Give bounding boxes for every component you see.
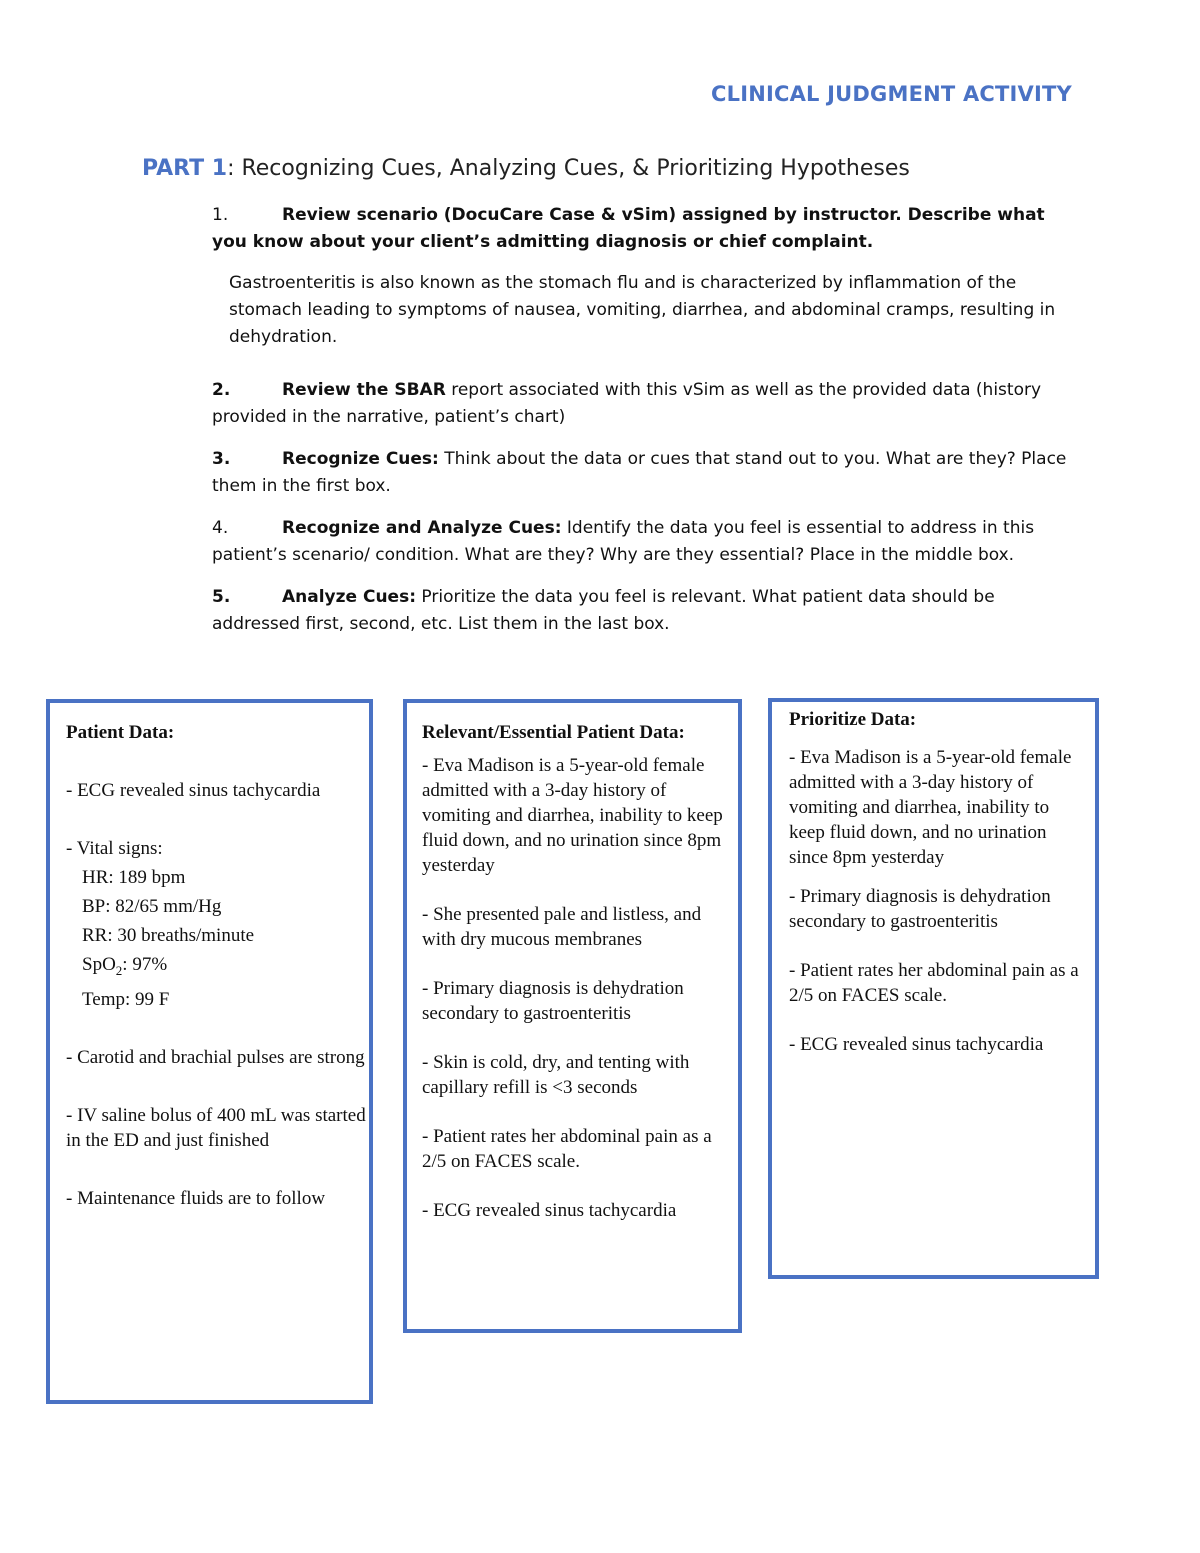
- relevant-item: - She presented pale and listless, and with dry mucous membranes: [422, 904, 702, 950]
- vital-rr: RR: 30 breaths/minute: [82, 925, 255, 946]
- item-text: Identify the data you feel is essential to address in this patient’s scenario/ condition. What are they? Why are they essential? Place in the middle box.: [212, 518, 1035, 565]
- item-number: 2.: [212, 380, 231, 400]
- relevant-data-box: [403, 699, 742, 1333]
- item-text: report associated with this vSim as well as the provided data (history provided in the narrative, patient’s chart): [212, 380, 1042, 427]
- box-title: Patient Data:: [66, 722, 175, 743]
- item-number: 1.: [212, 205, 229, 225]
- item-text: Prioritize the data you feel is relevant. What patient data should be addressed first, second, etc. List them in the last box.: [212, 587, 995, 634]
- patient-iv: - IV saline bolus of 400 mL was started in the ED and just finished: [66, 1104, 366, 1151]
- relevant-item: - Patient rates her abdominal pain as a 2/5 on FACES scale.: [422, 1126, 712, 1172]
- prioritize-item: - Patient rates her abdominal pain as a 2/5 on FACES scale.: [789, 960, 1079, 1006]
- instruction-item-3: [212, 446, 1072, 500]
- spo2-subscript: 2: [115, 962, 123, 978]
- instruction-item-2: [212, 377, 1072, 431]
- patient-data-box: [46, 699, 373, 1404]
- item-bold-text: Recognize and Analyze Cues:: [282, 518, 562, 538]
- prioritize-item: - ECG revealed sinus tachycardia: [789, 1034, 1044, 1055]
- box-title: Relevant/Essential Patient Data:: [422, 722, 685, 743]
- instruction-item-4: [212, 515, 1072, 569]
- patient-pulses: - Carotid and brachial pulses are strong: [66, 1046, 365, 1068]
- relevant-item: - Primary diagnosis is dehydration secondary to gastroenteritis: [422, 978, 684, 1024]
- part-heading: [142, 156, 910, 181]
- item-bold-text: Review the SBAR: [282, 380, 446, 400]
- relevant-item: - Skin is cold, dry, and tenting with capillary refill is <3 seconds: [422, 1052, 690, 1098]
- spo2-value: : 97%: [122, 954, 168, 975]
- item-text: Think about the data or cues that stand out to you. What are they? Place them in the first box.: [212, 449, 1067, 496]
- item-number: 3.: [212, 449, 231, 469]
- instruction-item-5: [212, 584, 1072, 638]
- vital-hr: HR: 189 bpm: [82, 867, 186, 888]
- prioritize-item: - Primary diagnosis is dehydration secondary to gastroenteritis: [789, 886, 1051, 932]
- part-title: : Recognizing Cues, Analyzing Cues, & Prioritizing Hypotheses: [227, 156, 910, 181]
- item-bold-text: Recognize Cues:: [282, 449, 439, 469]
- item-number: 5.: [212, 587, 231, 607]
- item-bold-text: Review scenario (DocuCare Case & vSim) assigned by instructor. Describe what you know about your client’s admitting diagnosis or chief complaint.: [212, 205, 1045, 252]
- document-header-title: CLINICAL JUDGMENT ACTIVITY: [711, 82, 1072, 106]
- answer-1-text: Gastroenteritis is also known as the stomach flu and is characterized by inflammation of the stomach leading to symptoms of nausea, vomiting, diarrhea, and abdominal cramps, resulting in dehydration.: [229, 273, 1056, 347]
- relevant-item: - Eva Madison is a 5-year-old female admitted with a 3-day history of vomiting and diarrhea, inability to keep fluid down, and no urination since 8pm yesterday: [422, 755, 723, 876]
- box-title: Prioritize Data:: [789, 709, 917, 730]
- vital-spo2: [66, 952, 369, 983]
- item-bold-text: Analyze Cues:: [282, 587, 417, 607]
- patient-maintenance: - Maintenance fluids are to follow: [66, 1187, 326, 1209]
- spo2-prefix: SpO: [82, 954, 116, 975]
- prioritize-data-box: [768, 698, 1099, 1279]
- vital-bp: BP: 82/65 mm/Hg: [82, 896, 222, 917]
- patient-ecg: - ECG revealed sinus tachycardia: [66, 780, 321, 801]
- item-number: 4.: [212, 518, 229, 538]
- instruction-item-1: [212, 202, 1072, 256]
- part-label: PART 1: [142, 156, 228, 181]
- vital-temp: Temp: 99 F: [82, 988, 170, 1010]
- relevant-item: - ECG revealed sinus tachycardia: [422, 1200, 677, 1221]
- prioritize-item: - Eva Madison is a 5-year-old female admitted with a 3-day history of vomiting and diarrhea, inability to keep fluid down, and no urination since 8pm yesterday: [789, 747, 1072, 868]
- vitals-label: - Vital signs:: [66, 838, 163, 859]
